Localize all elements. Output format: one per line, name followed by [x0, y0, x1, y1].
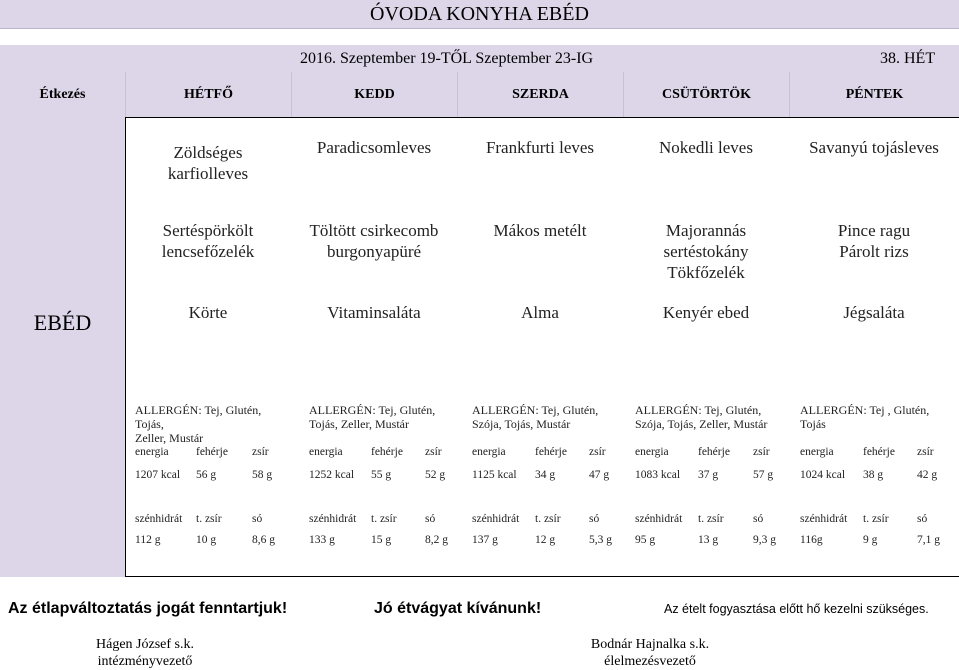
nutrition-value: 1083 kcal — [635, 469, 681, 481]
nutrition-label: szénhidrát — [635, 513, 683, 525]
soup-friday: Savanyú tojásleves — [809, 138, 939, 157]
nutrition-label: zsír — [252, 446, 269, 458]
nutrition-label: t. zsír — [535, 513, 561, 525]
main-tuesday: Töltött csirkecomb burgonyapüré — [309, 221, 439, 261]
nutrition-label: szénhidrát — [135, 513, 183, 525]
nutrition-label: szénhidrát — [472, 513, 520, 525]
nutrition-value: 1207 kcal — [135, 469, 181, 481]
soup-thursday: Nokedli leves — [659, 138, 753, 157]
nutrition-value: 5,3 g — [589, 534, 612, 546]
signature-director: Hágen József s.k. intézményvezető — [96, 637, 194, 669]
nutrition-value: 7,1 g — [917, 534, 940, 546]
header-day-wednesday: SZERDA — [457, 72, 623, 117]
nutrition-label: zsír — [589, 446, 606, 458]
allergen-thursday: ALLERGÉN: Tej, Glutén, Szója, Tojás, Zeller, Mustár — [635, 403, 768, 431]
nutrition-label: t. zsír — [863, 513, 889, 525]
meal-label: EBÉD — [33, 310, 92, 335]
nutrition-label: energia — [309, 446, 343, 458]
menu-grid — [125, 117, 959, 577]
header-day-thursday: CSÜTÖRTÖK — [623, 72, 789, 117]
main-thursday: Majorannás sertéstokány Tökfőzelék — [663, 221, 749, 282]
side-tuesday: Vitaminsaláta — [327, 303, 421, 322]
nutrition-value: 133 g — [309, 534, 335, 546]
signature-catering-manager: Bodnár Hajnalka s.k. élelmezésvezető — [590, 637, 710, 669]
footer-greeting: Jó étvágyat kívánunk! — [374, 600, 542, 617]
side-thursday: Kenyér ebed — [662, 303, 750, 322]
nutrition-value: 1252 kcal — [309, 469, 355, 481]
nutrition-label: só — [252, 513, 263, 525]
week-dates: 2016. Szeptember 19-TŐL Szeptember 23-IG — [300, 50, 594, 67]
nutrition-label: só — [753, 513, 764, 525]
main-friday: Pince ragu Párolt rizs — [837, 221, 911, 261]
nutrition-label: fehérje — [863, 446, 895, 458]
nutrition-value: 9,3 g — [753, 534, 776, 546]
nutrition-label: energia — [135, 446, 169, 458]
allergen-friday: ALLERGÉN: Tej , Glutén, Tojás — [800, 403, 930, 431]
nutrition-label: fehérje — [535, 446, 567, 458]
nutrition-value: 9 g — [863, 534, 878, 546]
nutrition-label: só — [425, 513, 436, 525]
nutrition-label: t. zsír — [371, 513, 397, 525]
nutrition-label: fehérje — [698, 446, 730, 458]
week-number: 38. HÉT — [880, 50, 936, 67]
header-meal: Étkezés — [0, 72, 125, 117]
nutrition-label: energia — [472, 446, 506, 458]
nutrition-label: t. zsír — [698, 513, 724, 525]
nutrition-value: 58 g — [252, 469, 273, 481]
allergen-monday: ALLERGÉN: Tej, Glutén, Tojás, Zeller, Mustár — [135, 403, 262, 445]
side-monday: Körte — [188, 303, 228, 322]
nutrition-label: só — [589, 513, 600, 525]
menu-title: ÓVODA KONYHA EBÉD — [0, 0, 959, 28]
nutrition-value: 47 g — [589, 469, 610, 481]
nutrition-value: 37 g — [698, 469, 719, 481]
nutrition-value: 1125 kcal — [472, 469, 517, 481]
footer-heating-note: Az ételt fogyasztása előtt hő kezelni szükséges. — [664, 602, 929, 616]
nutrition-label: szénhidrát — [800, 513, 848, 525]
nutrition-value: 56 g — [196, 469, 217, 481]
nutrition-value: 8,6 g — [252, 534, 275, 546]
nutrition-label: fehérje — [371, 446, 403, 458]
nutrition-value: 55 g — [371, 469, 392, 481]
header-day-tuesday: KEDD — [291, 72, 457, 117]
nutrition-label: fehérje — [196, 446, 228, 458]
header-day-friday: PÉNTEK — [789, 72, 959, 117]
footer-disclaimer: Az étlapváltoztatás jogát fenntartjuk! — [8, 600, 288, 617]
header-day-monday: HÉTFŐ — [125, 72, 291, 117]
nutrition-label: zsír — [425, 446, 442, 458]
nutrition-label: energia — [800, 446, 834, 458]
nutrition-label: zsír — [753, 446, 770, 458]
nutrition-label: energia — [635, 446, 669, 458]
week-bar — [0, 45, 959, 72]
nutrition-value: 12 g — [535, 534, 556, 546]
meal-column — [0, 117, 125, 577]
allergen-tuesday: ALLERGÉN: Tej, Glutén, Tojás, Zeller, Mustár — [309, 403, 436, 431]
soup-wednesday: Frankfurti leves — [485, 138, 595, 157]
side-friday: Jégsaláta — [843, 303, 905, 322]
nutrition-value: 137 g — [472, 534, 498, 546]
side-wednesday: Alma — [521, 303, 559, 322]
soup-monday: Zöldséges karfiolleves — [167, 143, 249, 183]
nutrition-value: 42 g — [917, 469, 938, 481]
main-wednesday: Mákos metélt — [493, 221, 587, 240]
main-monday: Sertéspörkölt lencsefőzelék — [161, 221, 255, 261]
nutrition-value: 116g — [800, 534, 823, 546]
nutrition-value: 10 g — [196, 534, 217, 546]
nutrition-value: 112 g — [135, 534, 161, 546]
nutrition-label: zsír — [917, 446, 934, 458]
nutrition-value: 13 g — [698, 534, 719, 546]
nutrition-label: szénhidrát — [309, 513, 357, 525]
nutrition-value: 8,2 g — [425, 534, 448, 546]
allergen-wednesday: ALLERGÉN: Tej, Glutén, Szója, Tojás, Mustár — [472, 403, 599, 431]
nutrition-value: 52 g — [425, 469, 446, 481]
nutrition-value: 15 g — [371, 534, 392, 546]
title-spacer — [0, 28, 959, 45]
nutrition-value: 57 g — [753, 469, 774, 481]
soup-tuesday: Paradicsomleves — [316, 138, 432, 157]
nutrition-value: 38 g — [863, 469, 884, 481]
nutrition-value: 34 g — [535, 469, 556, 481]
nutrition-label: t. zsír — [196, 513, 222, 525]
nutrition-value: 95 g — [635, 534, 656, 546]
nutrition-label: só — [917, 513, 928, 525]
nutrition-value: 1024 kcal — [800, 469, 846, 481]
